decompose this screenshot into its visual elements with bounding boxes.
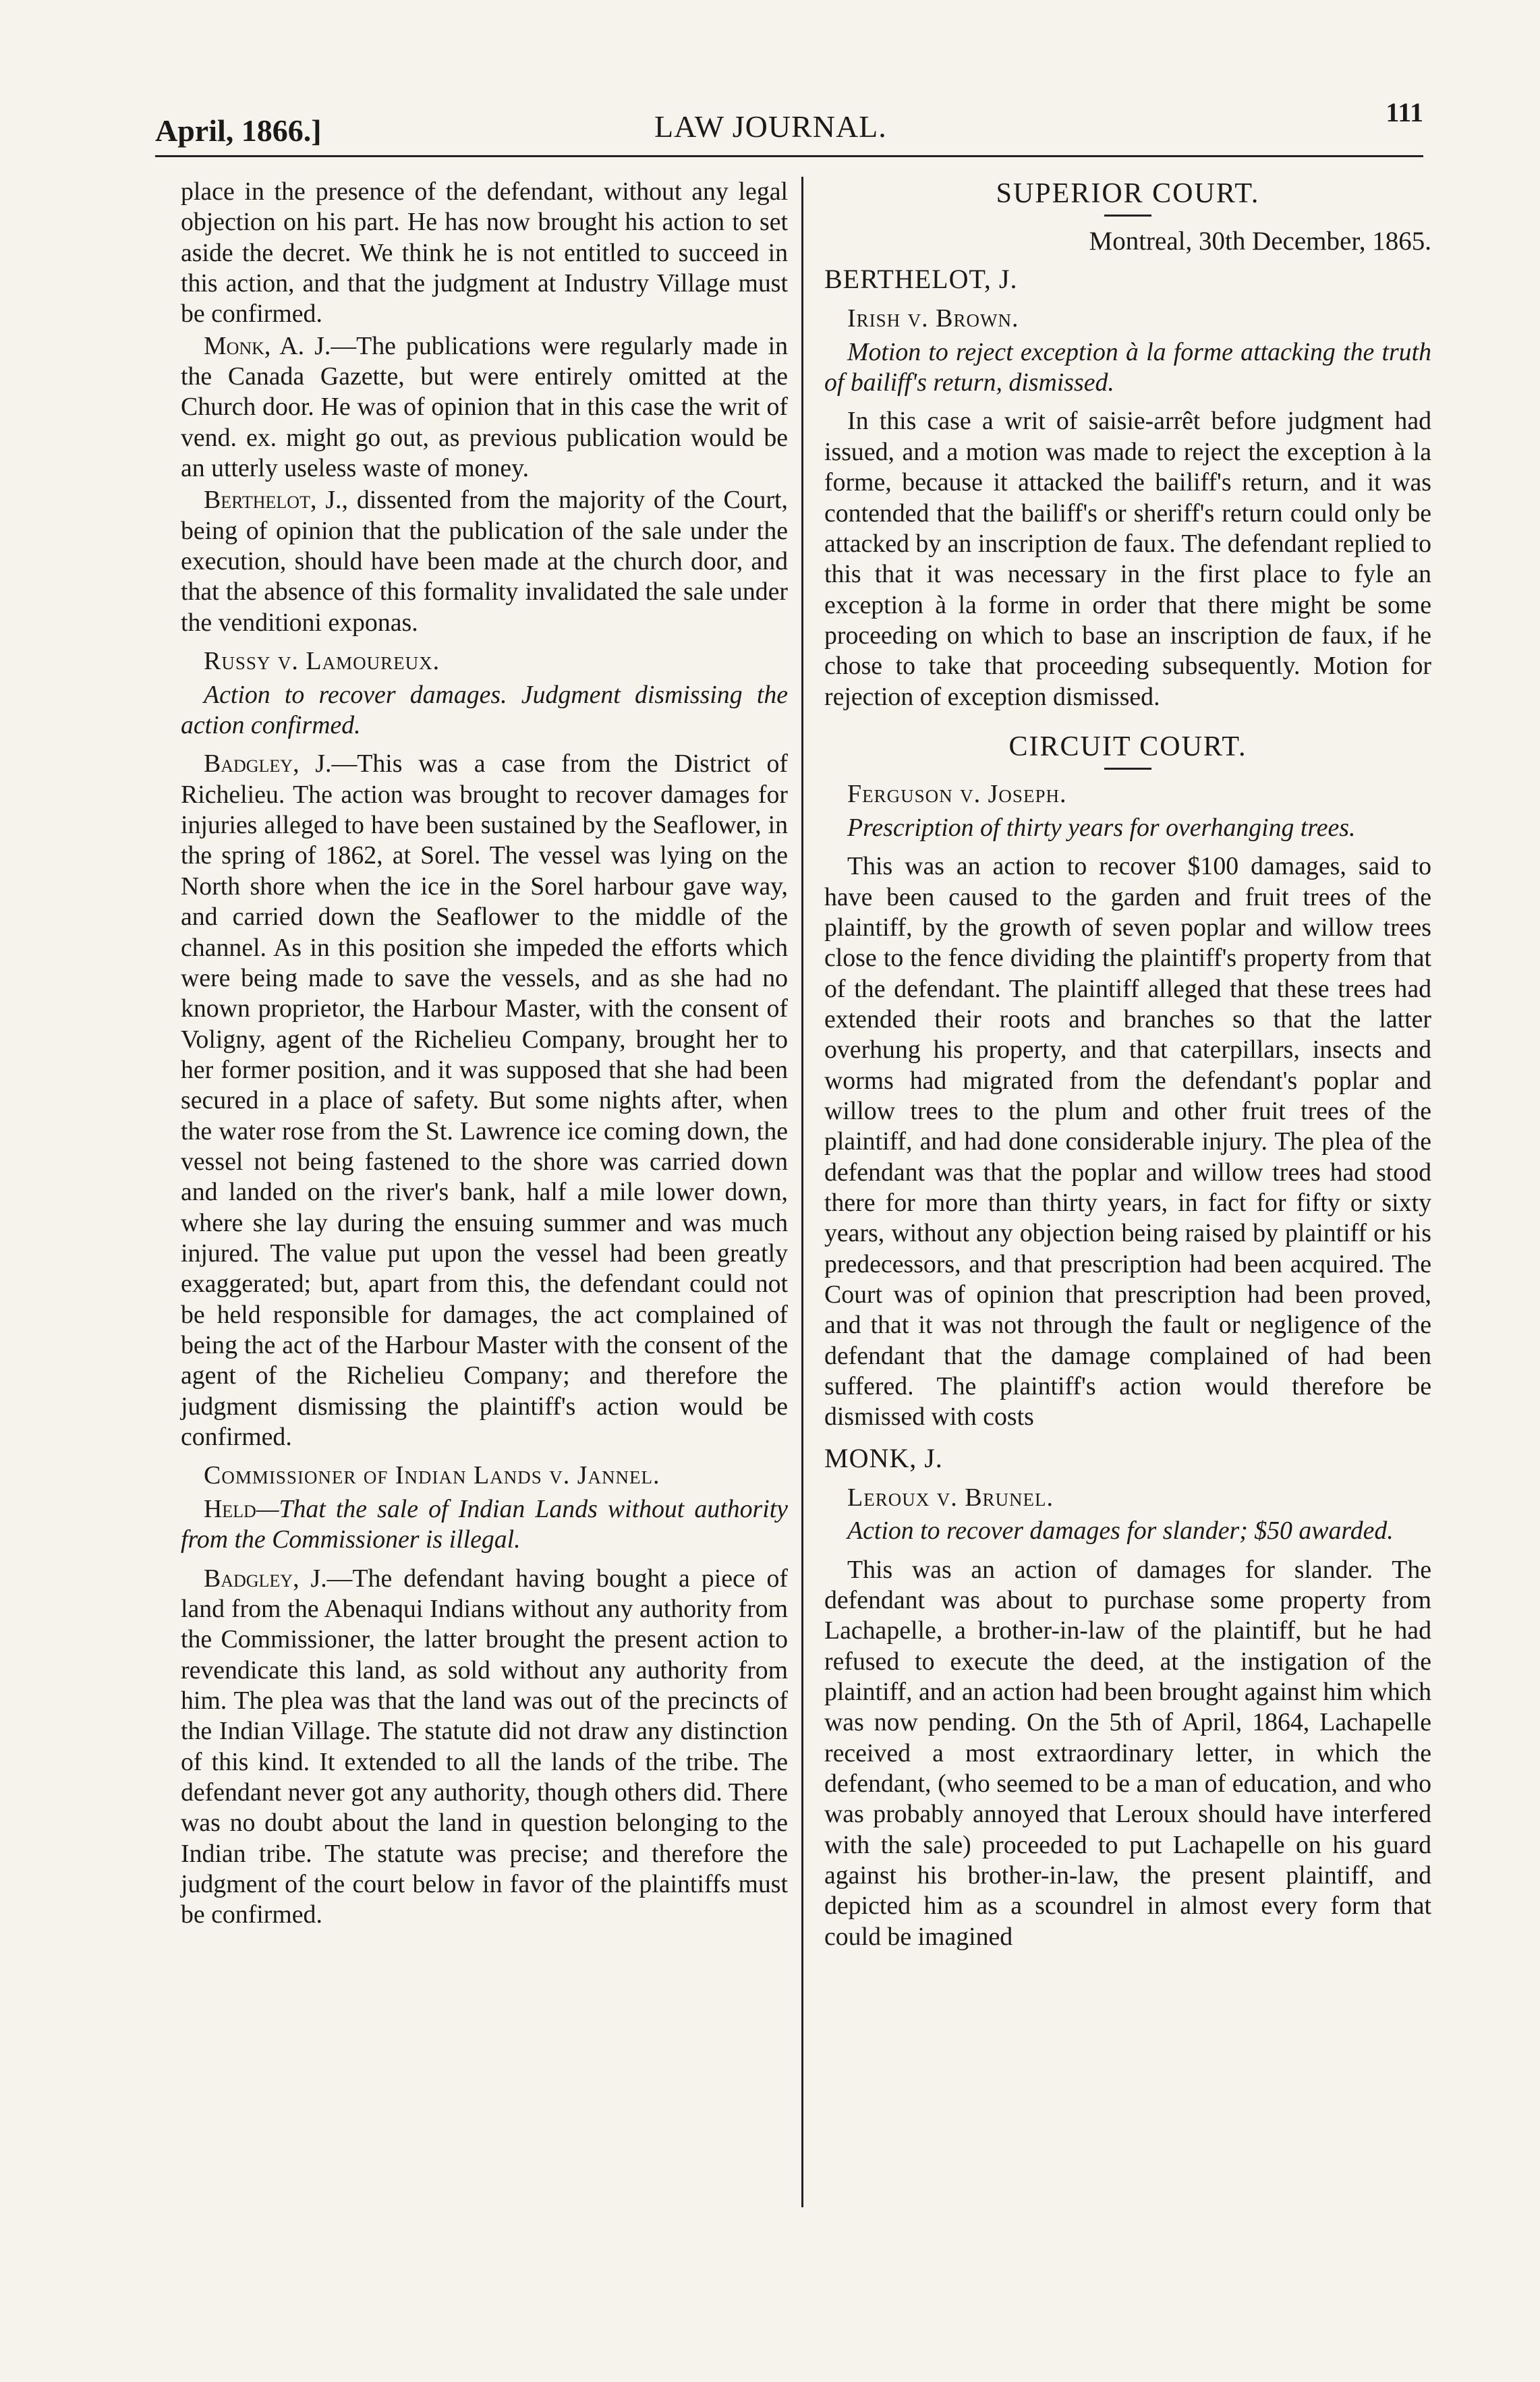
headnote-text: —That the sale of Indian Lands without authority from the Commissioner is illegal. bbox=[181, 1494, 788, 1554]
case-headnote bbox=[181, 1494, 788, 1556]
judge-name: Badgley, J. bbox=[204, 1564, 327, 1593]
case-title: Irish v. Brown. bbox=[847, 304, 1019, 333]
court-rule bbox=[1104, 215, 1151, 217]
header-rule bbox=[155, 155, 1423, 157]
case-headnote: Action to recover damages. Judgment dismissing the action confirmed. bbox=[181, 680, 788, 740]
dateline: Montreal, 30th December, 1865. bbox=[1089, 227, 1431, 256]
case-headnote: Prescription of thirty years for overhanging trees. bbox=[847, 813, 1356, 842]
opinion-text: —This was a case from the District of Richelieu. The action was brought to recover damages for injuries alleged to have been sustained by the Seaflower, in the spring of 1862, at Sorel. The vessel was lying on the North shore when the ice in the Sorel harbour gave way, and carried down the Seaflower to the middle of the channel. As in this position she impeded the efforts which were being made to save the vessels, and as she had no known proprietor, the Harbour Master, with the consent of Voligny, agent of the Richelieu Company, brought her to her former position, and it was supposed that she had been secured in a place of safety. But some nights after, when the water rose from the St. Lawrence ice coming down, the vessel not being fastened to the shore was carried down and landed on the river's bank, half a mile lower down, where she lay during the ensuing summer and was much injured. The value put upon the vessel had been greatly exaggerated; but, apart from this, the defendant could not be held responsible for damages, the act complained of being the act of the Harbour Master with the consent of the agent of the Richelieu Company; and therefore the judgment dismissing the plaintiff's action would be confirmed. bbox=[181, 749, 788, 1451]
judge-name: Badgley, J. bbox=[204, 749, 332, 778]
opinion-monk bbox=[181, 331, 788, 484]
case-title: Ferguson v. Joseph. bbox=[847, 780, 1067, 809]
case-title: Commissioner of Indian Lands v. Jannel. bbox=[204, 1461, 660, 1490]
court-heading: CIRCUIT COURT. bbox=[1008, 731, 1247, 762]
column-divider bbox=[801, 177, 803, 2207]
case-title: Leroux v. Brunel. bbox=[847, 1483, 1054, 1512]
case-opinion bbox=[181, 749, 788, 1452]
court-heading: SUPERIOR COURT. bbox=[996, 178, 1260, 209]
left-column bbox=[181, 177, 788, 1932]
court-rule bbox=[1104, 768, 1151, 770]
case-opinion: This was an action of damages for slander. The defendant was about to purchase some property from Lachapelle, a brother-in-law of the plaintiff, but he had refused to execute the deed, at the instigation of the plaintiff, and an action had been brought against him which was now pending. On the 5th of April, 1864, Lachapelle received a most extraordinary letter, in which the defendant, (who seemed to be a man of education, and who was probably annoyed that Leroux should have interfered with the sale) proceeded to put Lachapelle on his guard against his brother-in-law, the present plaintiff, and depicted him as a scoundrel in almost every form that could be imagined bbox=[824, 1555, 1431, 1951]
opinion-text: —The defendant having bought a piece of land from the Abenaqui Indians without any authority from the Commissioner, the latter brought the present action to revendicate this land, as sold without any authority from him. The plea was that the land was out of the precincts of the Indian Village. The statute did not draw any distinction of this kind. It extended to all the lands of the tribe. The defendant never got any authority, though others did. There was no doubt about the land in question belonging to the Indian tribe. The statute was precise; and therefore the judgment of the court below in favor of the plaintiffs must be confirmed. bbox=[181, 1564, 788, 1929]
case-opinion: This was an action to recover $100 damages, said to have been caused to the garden and fruit trees of the plaintiff, by the growth of seven poplar and willow trees close to the fence dividing the plaintiff's property from that of the defendant. The plaintiff alleged that these trees had extended their roots and branches so that the latter overhung his property, and that caterpillars, insects and worms had migrated from the defendant's poplar and willow trees to the plum and other fruit trees of the plaintiff, and had done considerable injury. The plea of the defendant was that the poplar and willow trees had stood there for more than thirty years, in fact for fifty or sixty years, without any objection being raised by plaintiff or his predecessors, and that prescription had been acquired. The Court was of opinion that prescription had been proved, and that it was not through the fault or negligence of the defendant that the damage complained of had been suffered. The plaintiff's action would therefore be dismissed with costs bbox=[824, 852, 1431, 1431]
running-head bbox=[155, 74, 1423, 148]
opinion-text: , dissented from the majority of the Court, being of opinion that the publication of the sale under the execution, should have been made at the church door, and that the absence of this formality invalidated the sale under the venditioni exponas. bbox=[181, 486, 788, 637]
judge-name: Monk, A. J. bbox=[204, 331, 331, 360]
presiding-judge: BERTHELOT, J. bbox=[824, 264, 1018, 295]
issue-date: April, 1866.] bbox=[155, 113, 322, 148]
right-column bbox=[824, 177, 1431, 1954]
case-headnote: Action to recover damages for slander; $50 awarded. bbox=[847, 1516, 1394, 1546]
presiding-judge: MONK, J. bbox=[824, 1442, 943, 1473]
case-headnote: Motion to reject exception à la forme attacking the truth of bailiff's return, dismissed. bbox=[824, 337, 1431, 397]
page-number: 111 bbox=[1386, 97, 1423, 127]
continued-paragraph: place in the presence of the defendant, without any legal objection on his part. He has now brought his action to set aside the decret. We think he is not entitled to succeed in this action, and that the judgment at Industry Village must be confirmed. bbox=[181, 177, 788, 329]
headnote-lead: Held bbox=[204, 1494, 256, 1523]
case-opinion bbox=[181, 1564, 788, 1931]
journal-title: LAW JOURNAL. bbox=[654, 109, 887, 144]
case-opinion: In this case a writ of saisie-arrêt before judgment had issued, and a motion was made to reject the exception à la forme, because it attacked the bailiff's return, and it was contended that the bailiff's or sheriff's return could only be attacked by an inscription de faux. The defendant replied to this that it was necessary in the first place to fyle an exception à la forme in order that there might be some proceeding on which to base an inscription de faux, if he chose to take that proceeding subsequently. Motion for rejection of exception dismissed. bbox=[824, 407, 1431, 711]
case-title: Russy v. Lamoureux. bbox=[204, 647, 440, 676]
opinion-text: —The publications were regularly made in the Canada Gazette, but were entirely omitted at the Church door. He was of opinion that in this case the writ of vend. ex. might go out, as previous publication would be an utterly useless waste of money. bbox=[181, 331, 788, 483]
judge-name: Berthelot, J. bbox=[204, 486, 342, 515]
opinion-berthelot bbox=[181, 485, 788, 638]
